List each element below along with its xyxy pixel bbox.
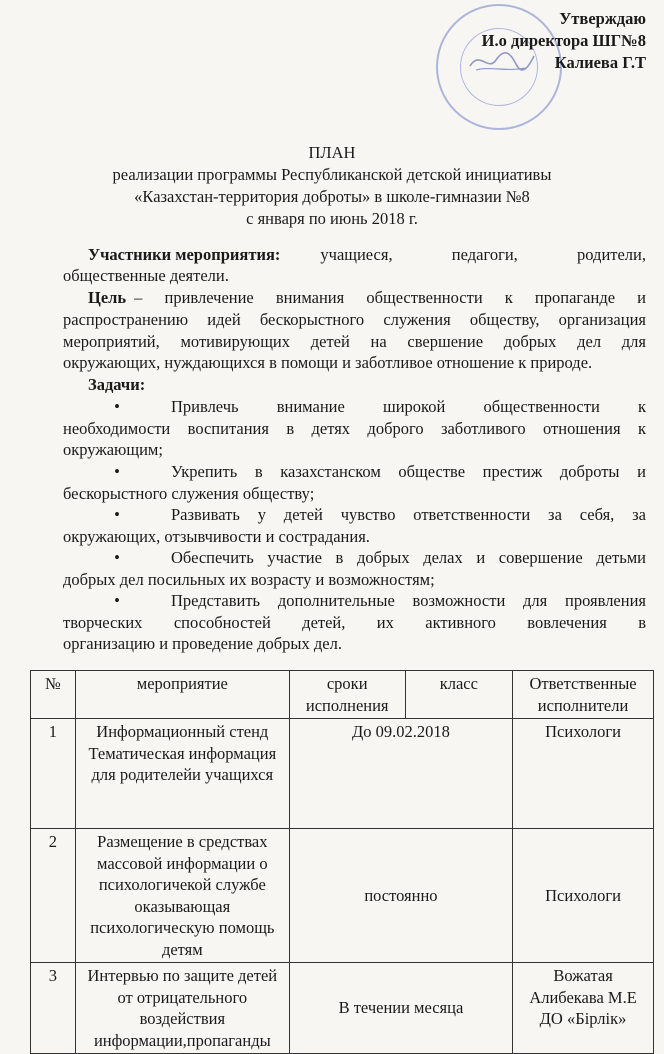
row-event: Информационный стенд Тематическая информация для родителейи учащихся (75, 719, 289, 829)
table-row (31, 829, 654, 963)
title-line-1: ПЛАН (308, 143, 356, 162)
task-item-2 (63, 461, 646, 504)
table-row (31, 963, 654, 1054)
header-class: класс (405, 671, 512, 719)
goal-line-2: распространению идей бескорыстного служения обществу, организация (63, 310, 646, 329)
participants-paragraph (88, 244, 646, 266)
task-4-line-2: добрых дел посильных их возрасту и возможностям; (63, 569, 435, 589)
table-header-row (31, 671, 654, 719)
participants-label: Участники мероприятия: (88, 245, 281, 264)
task-item-3 (63, 504, 646, 547)
bullet-icon: • (114, 505, 120, 524)
bullet-icon: • (114, 591, 120, 610)
header-term: сроки исполнения (289, 671, 405, 719)
task-3-line-1 (63, 504, 646, 526)
header-num: № (31, 671, 76, 719)
task-item-1 (63, 396, 646, 461)
task-1-line-3: окружающим; (63, 440, 163, 459)
task-2-text-1: Укрепить в казахстанском обществе престиж доброты и (171, 462, 646, 481)
participants-text-1: учащиеся, педагоги, родители, (320, 245, 646, 264)
participants-line-2: общественные деятели. (63, 266, 229, 285)
row-term: В течении месяца (289, 963, 512, 1054)
goal-line-1 (88, 287, 646, 309)
tasks-label: Задачи: (88, 375, 146, 394)
title-line-4: с января по июнь 2018 г. (246, 209, 418, 228)
row-event: Размещение в средствах массовой информации о психологичекой службе оказывающая психологическую помощь детям (75, 829, 289, 963)
task-item-4 (63, 547, 646, 590)
row-num: 1 (31, 719, 76, 829)
title-line-3: «Казахстан-территория доброты» в школе-гимназии №8 (134, 187, 530, 206)
task-5-line-2: творческих способностей детей, их активного вовлечения в (63, 612, 646, 632)
goal-paragraph (88, 287, 646, 309)
task-item-5 (63, 590, 646, 655)
task-4-text-1: Обеспечить участие в добрых делах и совершение детьми (171, 548, 646, 567)
approval-block (482, 8, 646, 74)
approval-line-2: И.о директора ШГ№8 (481, 31, 646, 50)
approval-line-3: Калиева Г.Т (554, 53, 646, 72)
task-1-line-1 (63, 396, 646, 418)
plan-table (30, 670, 654, 1054)
task-3-line-2: окружающих, отзывчивости и сострадания. (63, 526, 370, 546)
goal-label: Цель (88, 288, 127, 307)
task-1-text-1: Привлечь внимание широкой общественности к (171, 397, 646, 416)
approval-line-1: Утверждаю (559, 9, 646, 28)
title-line-2: реализации программы Республиканской детской инициативы (112, 165, 552, 184)
row-responsible: Вожатая Алибекава М.Е ДО «Бірлік» (513, 963, 654, 1054)
row-term: До 09.02.2018 (289, 719, 512, 829)
row-responsible: Психологи (513, 719, 654, 829)
row-responsible: Психологи (513, 829, 654, 963)
table-row (31, 719, 654, 829)
row-num: 2 (31, 829, 76, 963)
row-event: Интервью по защите детей от отрицательного воздействия информации,пропаганды (75, 963, 289, 1054)
task-2-line-2: бескорыстного служения обществу; (63, 483, 315, 503)
header-responsible: Ответственные исполнители (513, 671, 654, 719)
task-5-text-1: Представить дополнительные возможности для проявления (171, 591, 646, 610)
task-5-line-3: организацию и проведение добрых дел. (63, 634, 342, 653)
goal-line-4: окружающих, нуждающихся в помощи и заботливое отношение к природе. (63, 353, 593, 372)
goal-line-3: мероприятий, мотивирующих детей на свершение добрых дел для (63, 332, 646, 351)
task-2-line-1 (63, 461, 646, 483)
row-term: постоянно (289, 829, 512, 963)
participants-line-1 (88, 244, 646, 266)
task-1-line-2: необходимости воспитания в детях доброго заботливого отношения к (63, 418, 646, 438)
document-title (0, 142, 664, 230)
header-event: мероприятие (75, 671, 289, 719)
bullet-icon: • (114, 397, 120, 416)
bullet-icon: • (114, 548, 120, 567)
row-num: 3 (31, 963, 76, 1054)
goal-text-1: – привлечение внимания общественности к пропаганде и (134, 288, 646, 307)
task-3-text-1: Развивать у детей чувство ответственности за себя, за (171, 505, 646, 524)
task-5-line-1 (63, 590, 646, 612)
bullet-icon: • (114, 462, 120, 481)
task-4-line-1 (63, 547, 646, 569)
